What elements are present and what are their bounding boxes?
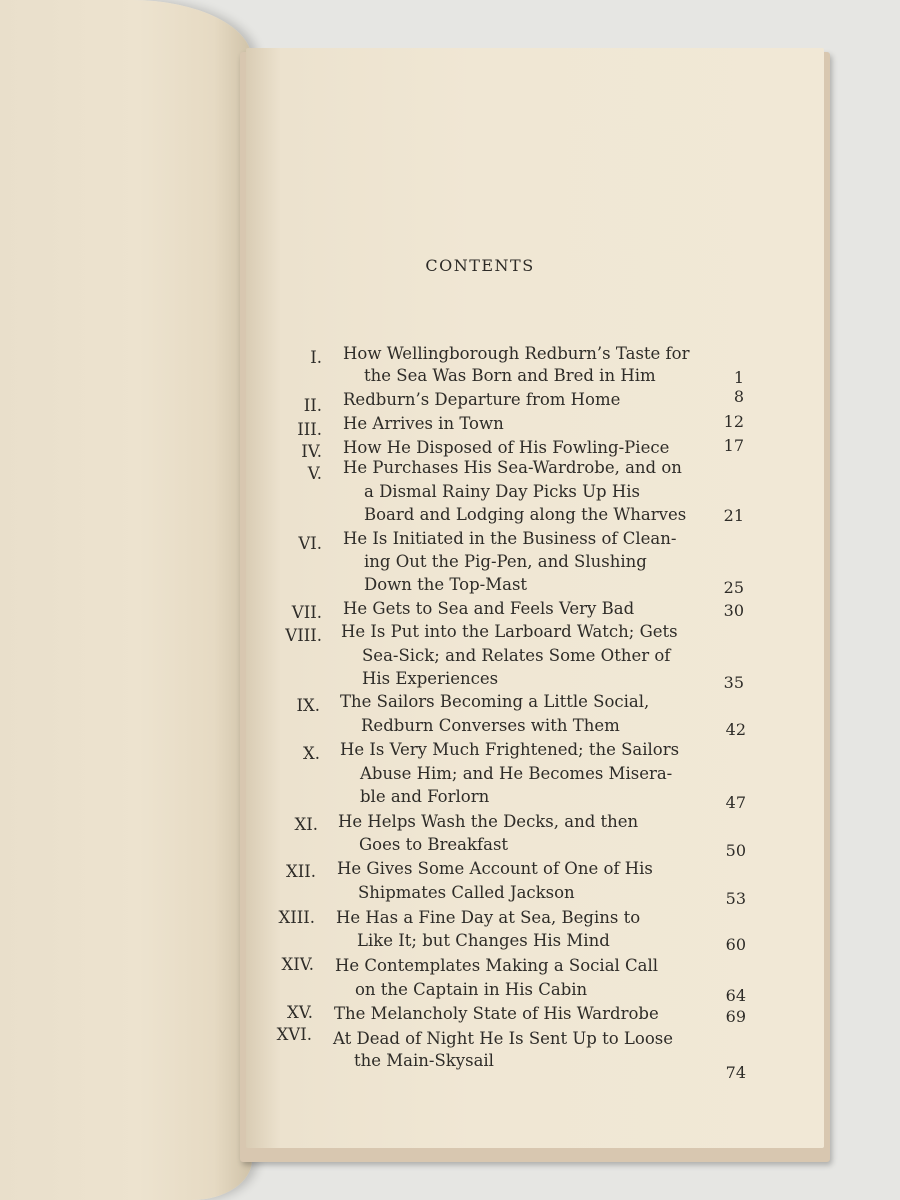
chapter-title-line: He Purchases His Sea-Wardrobe, and on [343, 458, 682, 477]
page-number: 69 [725, 1007, 746, 1026]
chapter-title-line: He Arrives in Town [343, 414, 504, 433]
chapter-numeral: XV. [286, 1003, 313, 1022]
chapter-title-line: ing Out the Pig-Pen, and Slushing [364, 552, 647, 571]
page-number: 12 [723, 412, 744, 431]
chapter-title-line: At Dead of Night He Is Sent Up to Loose [333, 1029, 673, 1048]
chapter-title-line: Goes to Breakfast [359, 835, 509, 854]
page-number: 50 [725, 841, 746, 860]
chapter-title-line: He Gives Some Account of One of His [337, 859, 653, 878]
page-number: 8 [733, 387, 744, 406]
chapter-title-line: The Melancholy State of His Wardrobe [334, 1004, 659, 1023]
chapter-title-line: the Sea Was Born and Bred in Him [364, 366, 656, 385]
chapter-numeral: VI. [298, 534, 322, 553]
page-number: 60 [725, 935, 746, 954]
chapter-numeral: XII. [285, 862, 316, 881]
chapter-title-line: a Dismal Rainy Day Picks Up His [364, 482, 640, 501]
page-number: 1 [733, 368, 744, 387]
chapter-title-line: He Gets to Sea and Feels Very Bad [343, 599, 635, 618]
chapter-numeral: IX. [296, 696, 320, 715]
chapter-numeral: VII. [291, 603, 322, 622]
left-page [0, 0, 252, 1200]
page-number: 42 [725, 720, 746, 739]
page-number: 47 [725, 793, 746, 812]
chapter-numeral: II. [303, 396, 322, 415]
chapter-title-line: He Is Initiated in the Business of Clean- [343, 529, 677, 548]
chapter-numeral: III. [297, 420, 322, 439]
chapter-title-line: How Wellingborough Redburn’s Taste for [343, 344, 690, 363]
chapter-numeral: I. [310, 348, 322, 367]
page-number: 74 [725, 1063, 746, 1082]
chapter-numeral: IV. [301, 442, 322, 461]
contents-heading: CONTENTS [425, 256, 535, 275]
page-number: 30 [723, 601, 744, 620]
chapter-numeral: XVI. [276, 1025, 312, 1044]
page-number: 25 [723, 578, 744, 597]
chapter-title-line: Abuse Him; and He Becomes Misera- [360, 764, 673, 783]
page-number: 17 [723, 436, 744, 455]
chapter-title-line: He Has a Fine Day at Sea, Begins to [336, 908, 641, 927]
page-number: 53 [725, 889, 746, 908]
chapter-title-line: He Contemplates Making a Social Call [335, 956, 659, 975]
chapter-title-line: ble and Forlorn [360, 787, 490, 806]
chapter-numeral: V. [307, 464, 322, 483]
chapter-title-line: the Main-Skysail [354, 1051, 494, 1070]
chapter-title-line: Shipmates Called Jackson [358, 883, 575, 902]
chapter-numeral: XI. [294, 815, 318, 834]
chapter-title-line: He Helps Wash the Decks, and then [338, 812, 639, 831]
chapter-title-line: Like It; but Changes His Mind [357, 931, 610, 950]
chapter-title-line: Sea-Sick; and Relates Some Other of [362, 646, 671, 665]
chapter-title-line: He Is Very Much Frightened; the Sailors [340, 740, 680, 759]
page-number: 35 [723, 673, 744, 692]
chapter-title-line: He Is Put into the Larboard Watch; Gets [341, 622, 678, 641]
chapter-numeral: VIII. [285, 626, 322, 645]
chapter-numeral: XIV. [281, 955, 314, 974]
chapter-title-line: on the Captain in His Cabin [355, 980, 588, 999]
page-number: 64 [725, 986, 746, 1005]
chapter-title-line: How He Disposed of His Fowling-Piece [343, 438, 670, 457]
chapter-title-line: Down the Top-Mast [364, 575, 528, 594]
chapter-numeral: X. [303, 744, 320, 763]
chapter-title-line: Redburn’s Departure from Home [343, 390, 621, 409]
chapter-title-line: Board and Lodging along the Wharves [364, 505, 687, 524]
chapter-title-line: His Experiences [362, 669, 499, 688]
chapter-numeral: XIII. [278, 908, 315, 927]
chapter-title-line: Redburn Converses with Them [361, 716, 620, 735]
chapter-title-line: The Sailors Becoming a Little Social, [340, 692, 650, 711]
page-number: 21 [723, 506, 744, 525]
